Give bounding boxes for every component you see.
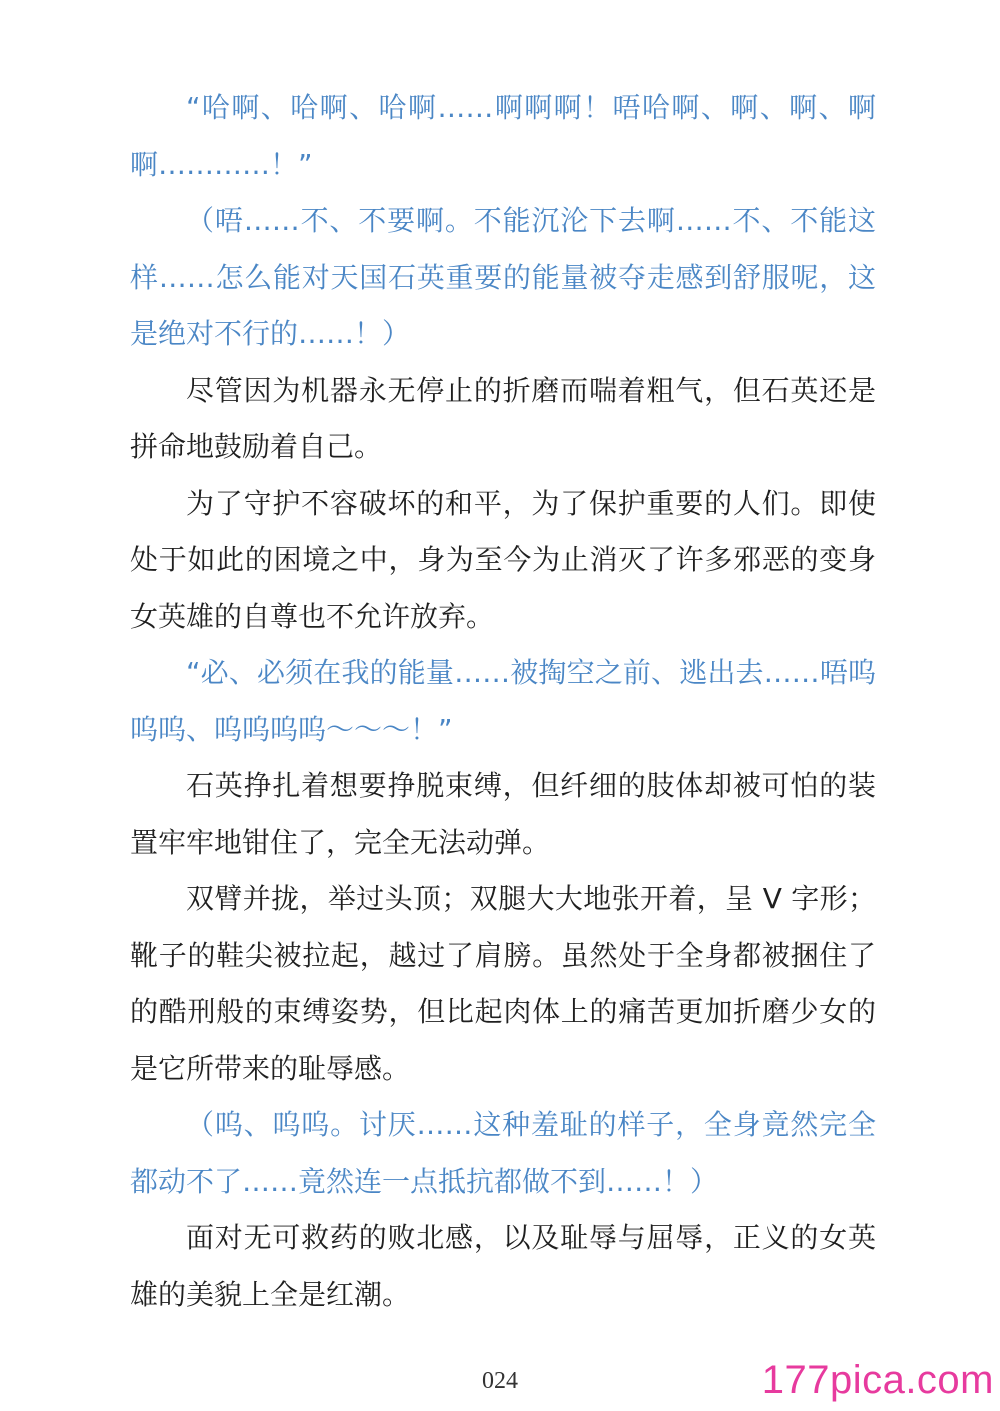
- narration-paragraph: 双臂并拢，举过头顶；双腿大大地张开着，呈 V 字形；靴子的鞋尖被拉起，越过了肩膀。虽然处于全身都被捆住了的酷刑般的束缚姿势，但比起肉体上的痛苦更加折磨少女的是它所带来的耻辱感。: [130, 882, 876, 1085]
- thought-paragraph: （呜、呜呜。讨厌……这种羞耻的样子，全身竟然完全都动不了……竟然连一点抵抗都做不到……！）: [130, 1108, 876, 1198]
- dialogue-paragraph: “哈啊、哈啊、哈啊……啊啊啊！唔哈啊、啊、啊、啊啊…………！”: [130, 91, 876, 181]
- page-number: 024: [482, 1368, 518, 1394]
- watermark: 177pica.com: [761, 1358, 994, 1402]
- dialogue-paragraph: “必、必须在我的能量……被掏空之前、逃出去……唔呜呜呜、呜呜呜呜～～～！”: [130, 656, 876, 746]
- text-block: [130, 80, 876, 1323]
- narration-paragraph: 为了守护不容破坏的和平，为了保护重要的人们。即使处于如此的困境之中，身为至今为止消灭了许多邪恶的变身女英雄的自尊也不允许放弃。: [130, 486, 876, 633]
- thought-paragraph: （唔……不、不要啊。不能沉沦下去啊……不、不能这样……怎么能对天国石英重要的能量被夺走感到舒服呢，这是绝对不行的……！）: [130, 204, 876, 350]
- narration-paragraph: 面对无可救药的败北感，以及耻辱与屈辱，正义的女英雄的美貌上全是红潮。: [130, 1221, 876, 1311]
- narration-paragraph: 尽管因为机器永无停止的折磨而喘着粗气，但石英还是拼命地鼓励着自己。: [130, 373, 876, 463]
- narration-paragraph: 石英挣扎着想要挣脱束缚，但纤细的肢体却被可怕的装置牢牢地钳住了，完全无法动弹。: [130, 769, 876, 859]
